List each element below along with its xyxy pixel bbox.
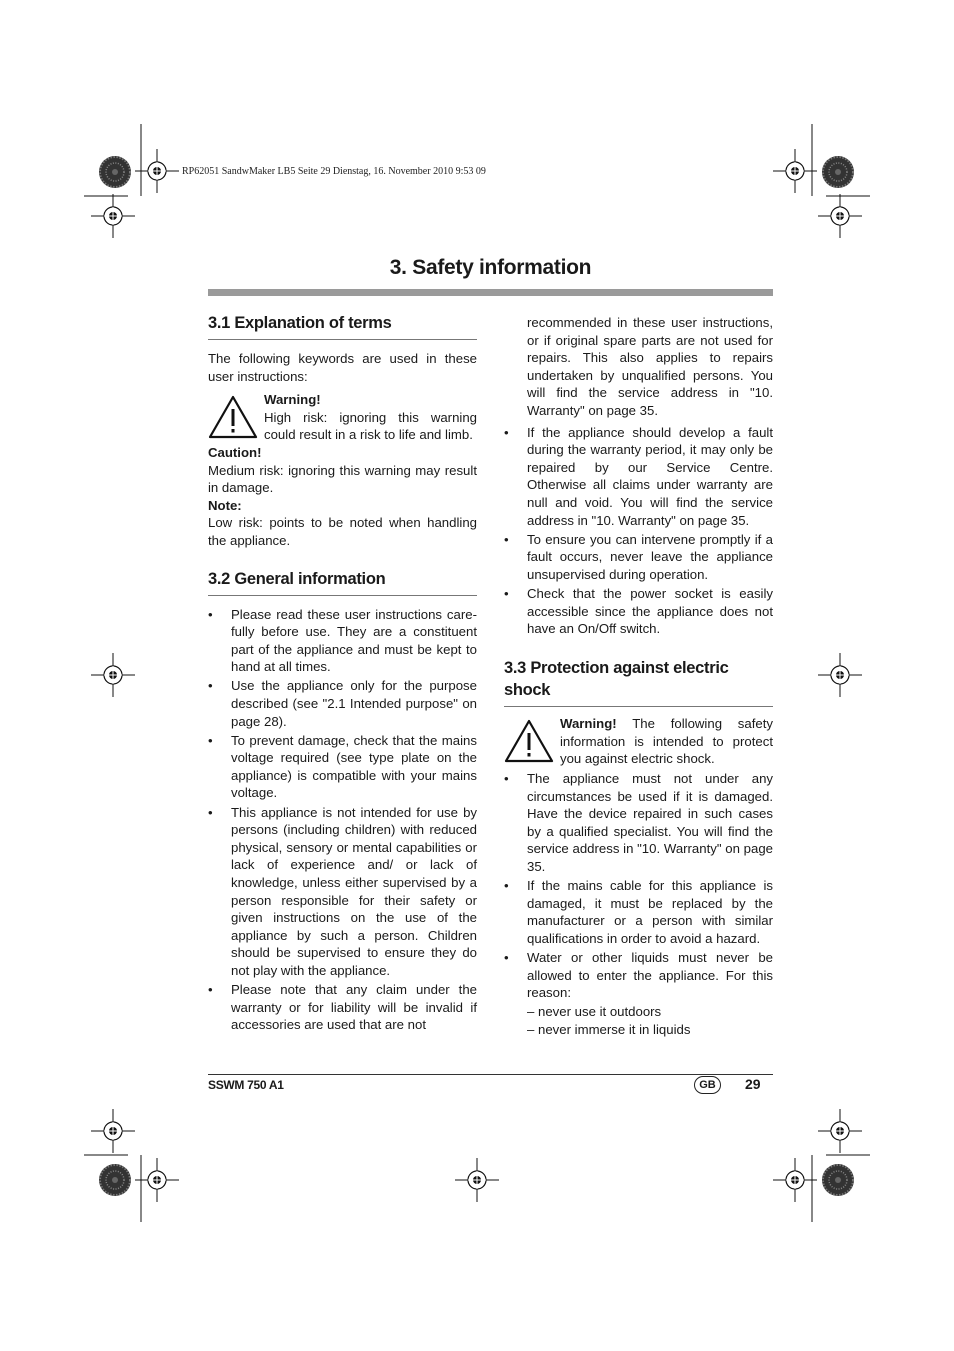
- electric-shock-warning-text: Warning! The following safety information is intended to protect you against electric shock.: [560, 716, 773, 767]
- list-item: • Use the appliance only for the purpose described (see "2.1 Intended purpose" on page 28).: [208, 678, 477, 729]
- list-item: • The appliance must not under any circumstances be used if it is damaged. Have the device repaired in such cases by a qualified specialist. You will find the service address in "10. Warranty" on page 35.: [504, 770, 773, 874]
- electric-shock-warning: [504, 715, 773, 768]
- electric-shock-list: [504, 770, 773, 1002]
- left-column: [208, 312, 477, 1035]
- note-label: Note:: [208, 497, 242, 513]
- list-item: • Water or other liquids must never be allowed to enter the appliance. For this reason:: [504, 949, 773, 1001]
- list-item: • Please read these user instructions carefully before use. They are a constituent part of the appliance and must be kept to hand at all times.: [208, 606, 477, 675]
- list-item: • Please note that any claim under the warranty or for liability will be invalid if accessories are used that are not: [208, 982, 477, 1033]
- footer-rule: [208, 1074, 773, 1075]
- caution-text: Medium risk: ignoring this warning may result in damage.: [208, 462, 477, 496]
- warning-label: Warning!: [560, 716, 617, 732]
- list-item: • To prevent damage, check that the mains voltage required (see type plate on the appliance) is compatible with your mains voltage.: [208, 732, 477, 801]
- section-heading-3-1: 3.1 Explanation of terms: [208, 312, 477, 340]
- general-info-list-continued: [504, 424, 773, 638]
- list-item: • This appliance is not intended for use by persons (including children) with reduced physical, sensory or mental capabilities or lack of experience and/ or lack of knowledge, unless either supervised by a person responsible for their safety or given instructions on the use of the appliance by such a person. Children should be supervised to ensure they do not play with the appliance.: [208, 804, 477, 978]
- title-bar: [208, 289, 773, 296]
- list-item: • If the mains cable for this appliance is damaged, it must be replaced by the manufacturer or a person with similar qualifications in order to avoid a hazard.: [504, 878, 773, 946]
- note-text: Low risk: points to be noted when handling the appliance.: [208, 515, 477, 548]
- list-item: • If the appliance should develop a fault during the warranty period, it may only be repaired by our Service Centre. Otherwise all claims under warranty are null and void. You will find the service address in "10. Warranty" on page 35.: [504, 424, 773, 528]
- warning-text: High risk: ignoring this warning could result in a risk to life and limb.: [264, 409, 477, 443]
- print-info: RP62051 SandwMaker LB5 Seite 29 Dienstag, 16. November 2010 9:53 09: [182, 166, 486, 177]
- list-continuation: recommended in these user instructions, or if original spare parts are not used for repairs. This also applies to repairs undertaken by unqualified persons. You will find the service address in "10. Warranty" on page 35.: [527, 315, 773, 418]
- section-heading-3-2: 3.2 General information: [208, 568, 477, 596]
- warning-triangle-icon: [504, 715, 560, 768]
- general-info-list: [208, 606, 477, 1034]
- warning-label: Warning!: [264, 392, 321, 408]
- caution-label: Caution!: [208, 444, 262, 460]
- sub-item: – never immerse it in liquids: [527, 1021, 691, 1037]
- section-heading-3-3: 3.3 Protection against electric shock: [504, 657, 773, 707]
- terms-intro: The following keywords are used in these user instructions:: [208, 351, 477, 384]
- list-item: • Check that the power socket is easily accessible since the appliance does not have an On/Off switch.: [504, 585, 773, 637]
- list-item: • To ensure you can intervene promptly if a fault occurs, never leave the appliance unsupervised during operation.: [504, 531, 773, 582]
- page-number: 29: [745, 1076, 761, 1092]
- right-column: [504, 314, 773, 1038]
- warning-definition: [208, 391, 477, 444]
- page-title: 3. Safety information: [389, 256, 592, 279]
- warning-triangle-icon: [208, 391, 264, 444]
- sub-item: – never use it outdoors: [527, 1004, 662, 1020]
- country-badge: GB: [694, 1076, 721, 1094]
- footer-model: SSWM 750 A1: [208, 1078, 284, 1092]
